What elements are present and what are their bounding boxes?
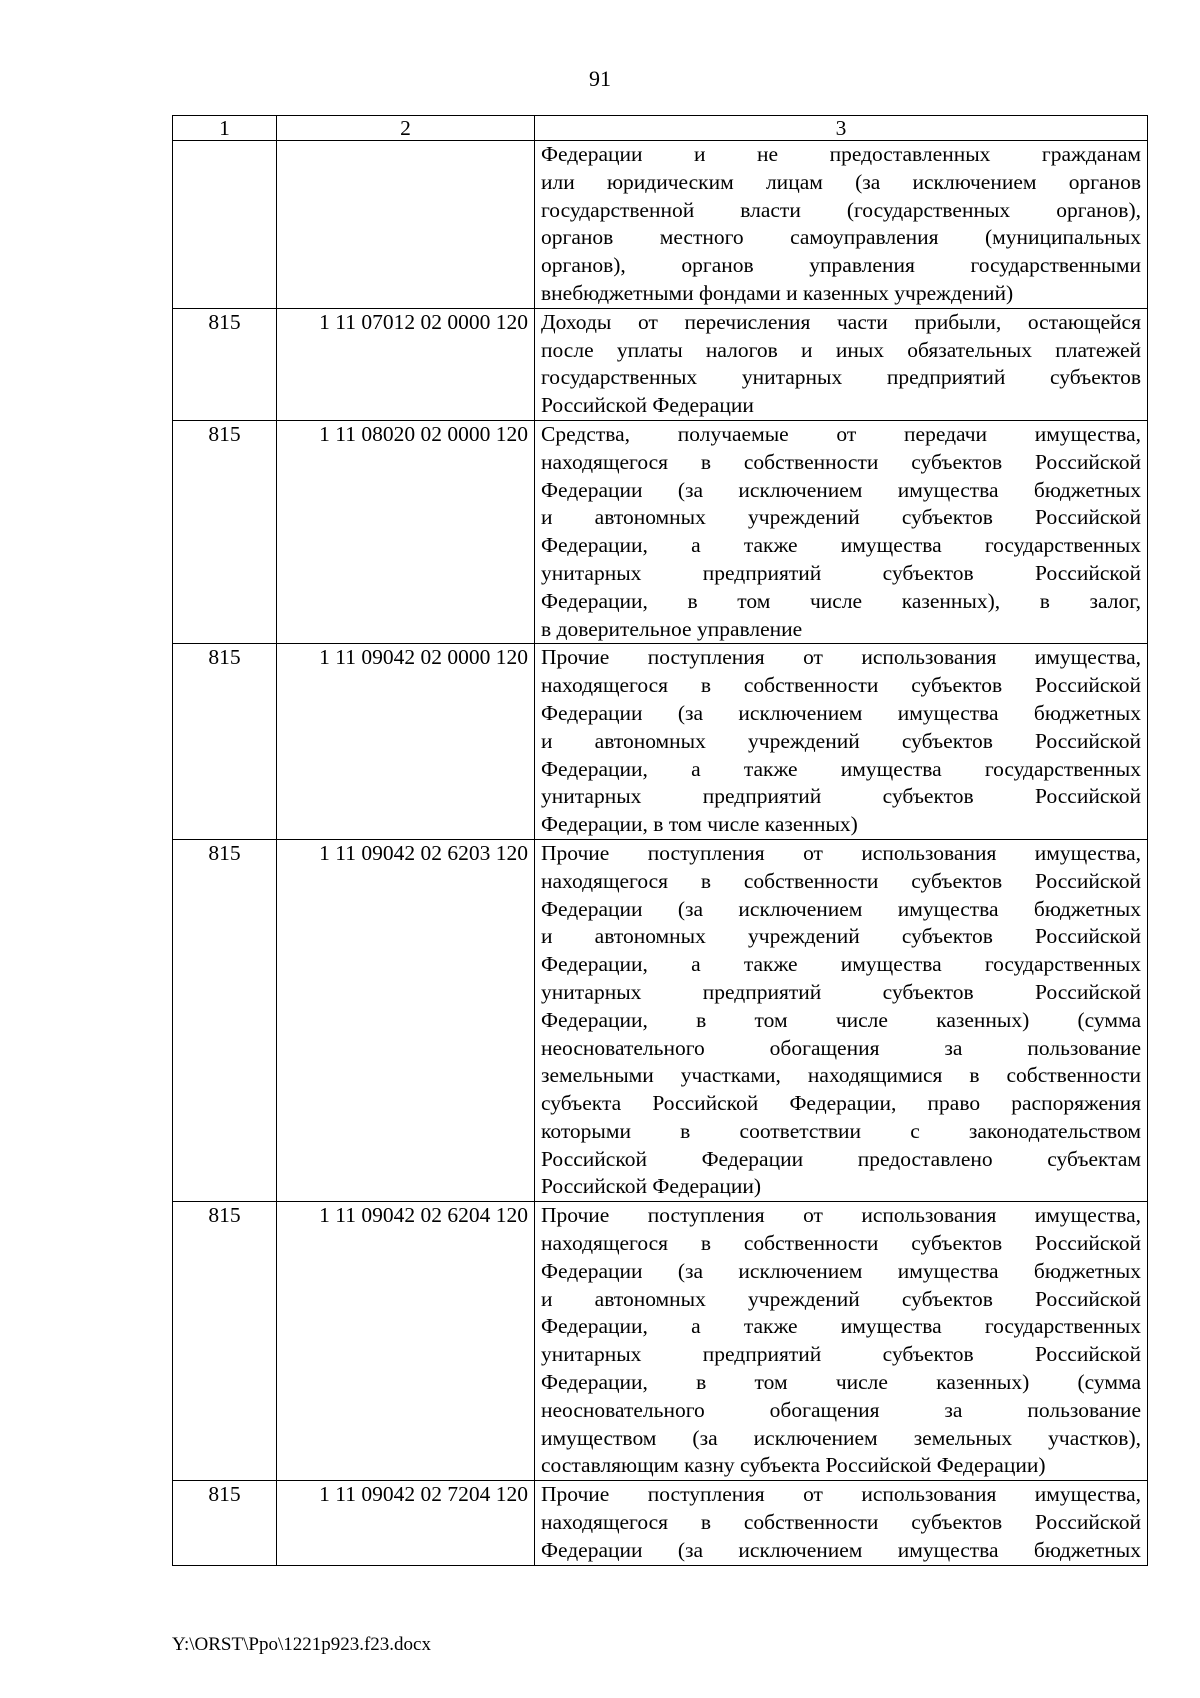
budget-code-cell xyxy=(277,141,535,309)
column-header-1: 1 xyxy=(173,116,277,141)
table-row xyxy=(173,141,1148,309)
column-header-2: 2 xyxy=(277,116,535,141)
table-row xyxy=(173,1202,1148,1481)
description-line: Средства, получаемые от передачи имущества, xyxy=(541,421,1141,446)
admin-code-cell: 815 xyxy=(173,1481,277,1565)
budget-code-cell: 1 11 09042 02 6204 120 xyxy=(277,1202,535,1481)
description-line: Доходы от перечисления части прибыли, остающейся xyxy=(541,309,1141,334)
description-line: Федерации, а также имущества государственных xyxy=(541,533,1141,558)
description-line: находящегося в собственности субъектов Российской xyxy=(541,1510,1141,1535)
description-line: органов местного самоуправления (муниципальных xyxy=(541,225,1141,250)
table-header-row xyxy=(173,116,1148,141)
table-row xyxy=(173,1481,1148,1565)
budget-code-cell: 1 11 09042 02 6203 120 xyxy=(277,839,535,1201)
budget-code-cell: 1 11 08020 02 0000 120 xyxy=(277,420,535,643)
description-line: государственных унитарных предприятий субъектов xyxy=(541,365,1141,390)
table-body xyxy=(173,141,1148,1566)
description-line: земельными участками, находящимися в собственности xyxy=(541,1063,1141,1088)
description-line: находящегося в собственности субъектов Российской xyxy=(541,673,1141,698)
description-line: Прочие поступления от использования имущества, xyxy=(541,645,1141,670)
footer-file-path: Y:\ORST\Ppo\1221p923.f23.docx xyxy=(172,1634,431,1655)
table-row xyxy=(173,308,1148,420)
description-line: в доверительное управление xyxy=(541,616,803,641)
description-line: находящегося в собственности субъектов Российской xyxy=(541,449,1141,474)
description-line: государственной власти (государственных органов), xyxy=(541,197,1141,222)
description-line: Федерации, в том числе казенных) (сумма xyxy=(541,1370,1141,1395)
budget-code-cell: 1 11 07012 02 0000 120 xyxy=(277,308,535,420)
description-line: и автономных учреждений субъектов Российской xyxy=(541,728,1141,753)
description-line: Федерации (за исключением имущества бюджетных xyxy=(541,1258,1141,1283)
description-line: Федерации, а также имущества государственных xyxy=(541,756,1141,781)
description-line: или юридическим лицам (за исключением органов xyxy=(541,169,1141,194)
description-line: унитарных предприятий субъектов Российской xyxy=(541,979,1141,1004)
description-line: Прочие поступления от использования имущества, xyxy=(541,1482,1141,1507)
description-line: неосновательного обогащения за пользование xyxy=(541,1035,1141,1060)
description-line: Федерации, в том числе казенных), в залог, xyxy=(541,588,1141,613)
description-line: составляющим казну субъекта Российской Федерации) xyxy=(541,1453,1046,1478)
revenue-codes-table xyxy=(172,115,1148,1566)
description-line: унитарных предприятий субъектов Российской xyxy=(541,784,1141,809)
description-line: Прочие поступления от использования имущества, xyxy=(541,1203,1141,1228)
admin-code-cell xyxy=(173,141,277,309)
admin-code-cell: 815 xyxy=(173,839,277,1201)
description-line: органов), органов управления государственными xyxy=(541,253,1141,278)
description-cell xyxy=(535,420,1148,643)
description-line: находящегося в собственности субъектов Российской xyxy=(541,1231,1141,1256)
description-line: и автономных учреждений субъектов Российской xyxy=(541,505,1141,530)
description-line: имуществом (за исключением земельных участков), xyxy=(541,1425,1141,1450)
description-line: которыми в соответствии с законодательством xyxy=(541,1118,1141,1143)
description-line: Федерации (за исключением имущества бюджетных xyxy=(541,477,1141,502)
description-cell xyxy=(535,1481,1148,1565)
description-line: унитарных предприятий субъектов Российской xyxy=(541,560,1141,585)
table-row xyxy=(173,839,1148,1201)
description-line: после уплаты налогов и иных обязательных платежей xyxy=(541,337,1141,362)
description-line: внебюджетными фондами и казенных учреждений) xyxy=(541,280,1014,305)
budget-code-cell: 1 11 09042 02 0000 120 xyxy=(277,644,535,840)
table-row xyxy=(173,644,1148,840)
column-header-3: 3 xyxy=(535,116,1148,141)
description-line: Федерации, а также имущества государственных xyxy=(541,1314,1141,1339)
description-cell xyxy=(535,644,1148,840)
description-line: и автономных учреждений субъектов Российской xyxy=(541,924,1141,949)
description-line: Федерации (за исключением имущества бюджетных xyxy=(541,700,1141,725)
description-line: унитарных предприятий субъектов Российской xyxy=(541,1342,1141,1367)
description-line: Российской Федерации xyxy=(541,393,754,418)
description-line: Федерации, а также имущества государственных xyxy=(541,952,1141,977)
description-line: Российской Федерации) xyxy=(541,1174,762,1199)
description-line: Российской Федерации предоставлено субъектам xyxy=(541,1146,1141,1171)
admin-code-cell: 815 xyxy=(173,1202,277,1481)
description-line: Федерации и не предоставленных гражданам xyxy=(541,142,1141,166)
description-cell xyxy=(535,839,1148,1201)
admin-code-cell: 815 xyxy=(173,644,277,840)
description-line: Федерации (за исключением имущества бюджетных xyxy=(541,896,1141,921)
description-line: находящегося в собственности субъектов Российской xyxy=(541,868,1141,893)
description-line: субъекта Российской Федерации, право распоряжения xyxy=(541,1091,1141,1116)
description-line: Прочие поступления от использования имущества, xyxy=(541,840,1141,865)
page-number: 91 xyxy=(589,66,611,91)
admin-code-cell: 815 xyxy=(173,308,277,420)
description-line: Федерации, в том числе казенных) xyxy=(541,812,858,837)
table-row xyxy=(173,420,1148,643)
description-cell xyxy=(535,1202,1148,1481)
description-line: Федерации (за исключением имущества бюджетных xyxy=(541,1537,1141,1562)
description-line: и автономных учреждений субъектов Российской xyxy=(541,1286,1141,1311)
description-cell xyxy=(535,308,1148,420)
description-line: Федерации, в том числе казенных) (сумма xyxy=(541,1007,1141,1032)
description-line: неосновательного обогащения за пользование xyxy=(541,1397,1141,1422)
description-cell xyxy=(535,141,1148,309)
budget-code-cell: 1 11 09042 02 7204 120 xyxy=(277,1481,535,1565)
admin-code-cell: 815 xyxy=(173,420,277,643)
